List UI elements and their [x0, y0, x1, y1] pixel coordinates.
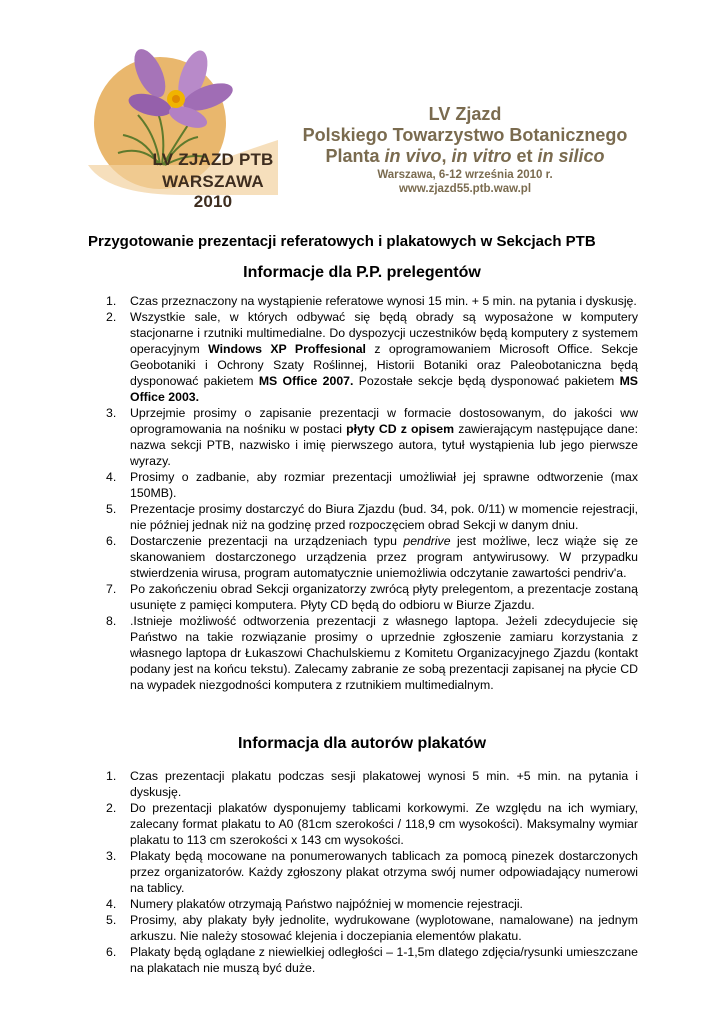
item-text: Dostarczenie prezentacji na urządzeniach typu	[130, 534, 404, 548]
item-text: Do prezentacji plakatów dysponujemy tablicami korkowymi. Ze względu na ich wymiary, zalecany format plakatu to A0 (81cm szerokości / 118,9 cm wysokości). Maksymalny wymiar plakatu to 113 cm szerokości x 143 cm wysokości.	[130, 801, 638, 847]
item-text-bold: Windows XP Proffesional	[208, 342, 366, 356]
item-text-bold: MS Office 2007.	[258, 374, 354, 388]
list-item	[88, 944, 638, 976]
item-text: Uprzejmie prosimy o zapisanie prezentacji w formacie dostosowanym, do jakości ww oprogramowania na nośniku w postaci	[130, 406, 638, 436]
item-number: 1.	[106, 294, 117, 308]
list-item	[88, 309, 638, 405]
list-item	[88, 533, 638, 581]
header-date: Warszawa, 6-12 września 2010 r.	[377, 169, 553, 181]
item-text: Plakaty będą mocowane na ponumerowanych tablicach za pomocą pinezek dostarczonych przez organizatorów. Każdy zgłoszony plakat otrzyma swój numer odpowiadający numerowi na tablicy.	[130, 849, 638, 895]
list-item	[88, 896, 638, 912]
item-number: 2.	[106, 801, 117, 815]
list-item	[88, 613, 638, 693]
list-item	[88, 501, 638, 533]
item-number: 4.	[106, 470, 117, 484]
item-text: z oprogramowaniem Microsoft Office. Sekcje Geobotaniki i Ochrony Szaty Roślinnej, Historii Botaniki oraz Paleobotaniczna będą dysponować pakietem	[130, 342, 638, 388]
item-text: zawierającym następujące dane: nazwa sekcji PTB, nazwisko i imię pierwszego autora, tytuł wystąpienia lub jego pierwsze wyrazy.	[130, 422, 638, 468]
item-text: Plakaty będą oglądane z niewielkiej odległości – 1-1,5m dlatego zdjęcia/rysunki umieszczane na plakatach nie muszą być duże.	[130, 945, 638, 975]
header-title: LV Zjazd	[428, 104, 502, 124]
item-number: 8.	[106, 614, 117, 628]
item-number: 4.	[106, 897, 117, 911]
item-number: 6.	[106, 534, 117, 548]
item-number: 6.	[106, 945, 117, 959]
item-text: jest możliwe, lecz wiąże się ze skanowaniem dostarczonego urządzenia przez program antywirusowy. W przypadku stwierdzenia wirusa, program automatycznie uniemożliwia odczytanie zawartości pendriv'a.	[130, 534, 638, 580]
posters-list	[88, 768, 638, 976]
document-title: Przygotowanie prezentacji referatowych i plakatowych w Sekcjach PTB	[88, 233, 596, 250]
item-number: 1.	[106, 769, 117, 783]
logo-text-line1: LV ZJAZD PTB	[152, 150, 274, 169]
list-item	[88, 581, 638, 613]
list-item	[88, 912, 638, 944]
motto-part-2: in vivo	[384, 146, 442, 166]
conference-header	[290, 104, 640, 196]
list-item	[88, 848, 638, 896]
list-item	[88, 800, 638, 848]
list-item	[88, 293, 638, 309]
section-speakers-title: Informacje dla P.P. prelegentów	[243, 264, 481, 281]
conference-logo	[88, 45, 278, 211]
motto-part-5: et	[511, 146, 538, 166]
speakers-list	[88, 293, 638, 693]
item-text: Pozostałe sekcje będą dysponować pakietem	[353, 374, 620, 388]
item-text-italic: pendrive	[403, 534, 451, 548]
item-number: 7.	[106, 582, 117, 596]
item-text-bold: płyty CD z opisem	[346, 422, 455, 436]
item-number: 3.	[106, 406, 117, 420]
item-text: Czas przeznaczony na wystąpienie referatowe wynosi 15 min. + 5 min. na pytania i dyskusję.	[130, 294, 637, 308]
list-item	[88, 405, 638, 469]
item-text: Prezentacje prosimy dostarczyć do Biura Zjazdu (bud. 34, pok. 0/11) w momencie rejestracji, nie później jednak niż na godzinę przed rozpoczęciem obrad Sekcji w danym dniu.	[130, 502, 638, 532]
item-text: Prosimy, aby plakaty były jednolite, wydrukowane (wyplotowane, namalowane) na jednym arkuszu. Nie należy stosować klejenia i doczepiania elementów plakatu.	[130, 913, 638, 943]
header-motto	[290, 146, 640, 167]
list-item	[88, 469, 638, 501]
logo-text-line2: WARSZAWA 2010	[162, 172, 264, 211]
item-text: Wszystkie sale, w których odbywać się będą obrady są wyposażone w komputery stacjonarne i rzutniki multimedialne. Do dyspozycji uczestników będą komputery z systemem operacyjnym	[130, 310, 638, 356]
motto-part-4: in vitro	[451, 146, 512, 166]
motto-part-1: Planta	[325, 146, 385, 166]
header-society: Polskiego Towarzystwo Botanicznego	[302, 125, 628, 145]
item-number: 5.	[106, 913, 117, 927]
item-number: 3.	[106, 849, 117, 863]
item-number: 2.	[106, 310, 117, 324]
item-text-bold: MS Office 2003.	[130, 374, 639, 404]
list-item	[88, 768, 638, 800]
motto-part-3: ,	[441, 146, 452, 166]
item-text: .Istnieje możliwość odtworzenia prezentacji z własnego laptopa. Jeżeli zdecydujecie się Państwo na takie rozwiązanie prosimy o uprzednie zgłoszenie zamiaru korzystania z własnego laptopa dr Łukaszowi Chachulskiemu z Komitetu Organizacyjnego Zjazdu (kontakt podany jest na końcu tekstu). Zalecamy zabranie ze sobą prezentacji zapisanej na płycie CD na wypadek niezgodności komputera z rzutnikiem multimedialnym.	[130, 614, 638, 692]
item-text: Prosimy o zadbanie, aby rozmiar prezentacji umożliwiał jej sprawne odtworzenie (max 150MB).	[130, 470, 638, 500]
header-website-link[interactable]: www.zjazd55.ptb.waw.pl	[398, 183, 532, 195]
item-text: Numery plakatów otrzymają Państwo najpóźniej w momencie rejestracji.	[130, 897, 523, 911]
section-posters-title: Informacja dla autorów plakatów	[237, 735, 487, 752]
item-text: Czas prezentacji plakatu podczas sesji plakatowej wynosi 5 min. +5 min. na pytania i dyskusję.	[130, 769, 638, 799]
motto-part-6: in silico	[537, 146, 605, 166]
item-text: Po zakończeniu obrad Sekcji organizatorzy zwrócą płyty prelegentom, a prezentacje zostaną usunięte z pamięci komputera. Płyty CD będą do odbioru w Biurze Zjazdu.	[130, 582, 638, 612]
item-number: 5.	[106, 502, 117, 516]
